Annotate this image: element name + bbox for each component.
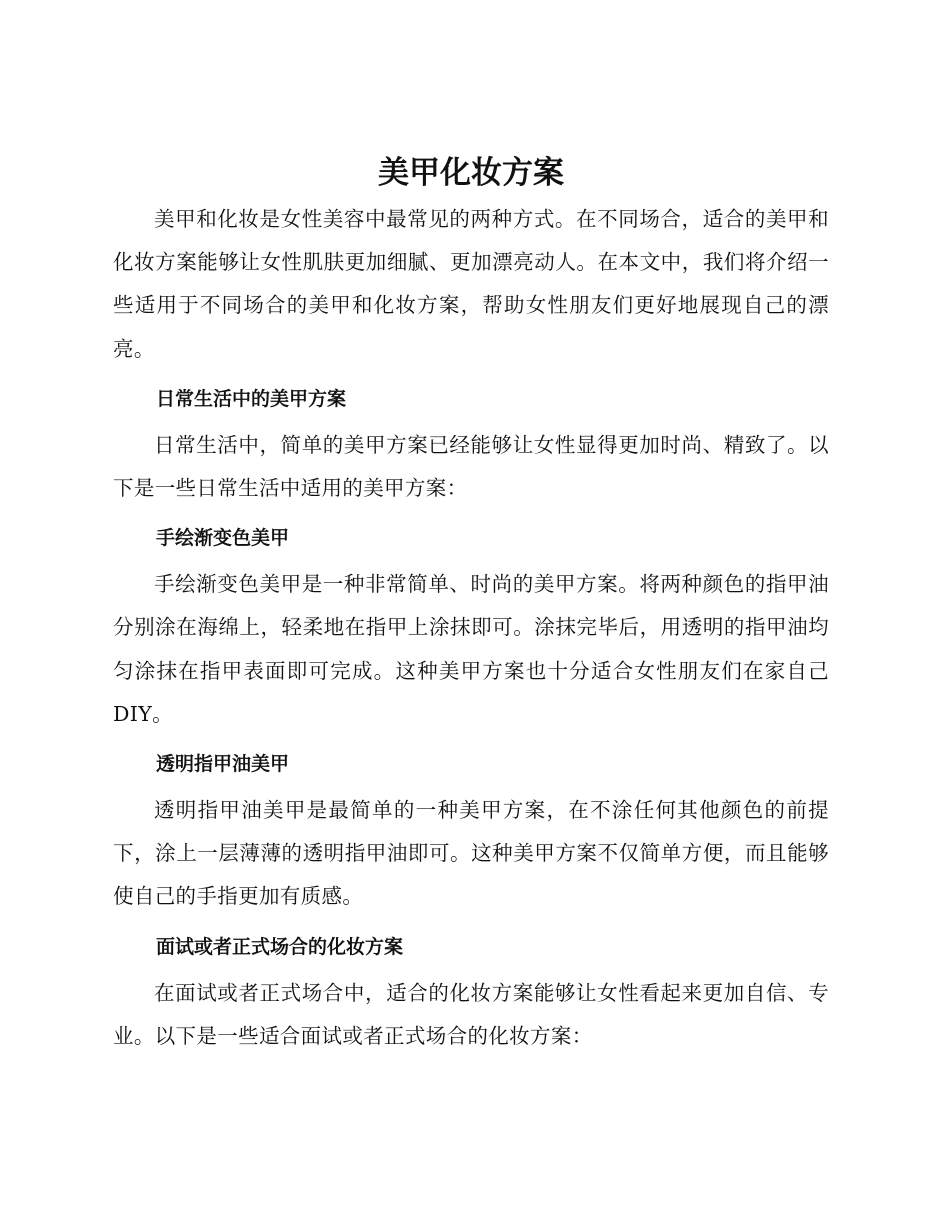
document-page: [113, 150, 829, 1058]
intro-paragraph: 美甲和化妆是女性美容中最常见的两种方式。在不同场合，适合的美甲和化妆方案能够让女性肌肤更加细腻、更加漂亮动人。在本文中，我们将介绍一些适用于不同场合的美甲和化妆方案，帮助女性朋友们更好地展现自己的漂亮。: [113, 207, 829, 361]
section-body-gradient-nails: 手绘渐变色美甲是一种非常简单、时尚的美甲方案。将两种颜色的指甲油分别涂在海绵上，轻柔地在指甲上涂抹即可。涂抹完毕后，用透明的指甲油均匀涂抹在指甲表面即可完成。这种美甲方案也十分适合女性朋友们在家自己 DIY。: [113, 572, 829, 726]
section-body-daily-nails: 日常生活中，简单的美甲方案已经能够让女性显得更加时尚、精致了。以下是一些日常生活中适用的美甲方案：: [113, 432, 829, 501]
section-heading-gradient-nails: 手绘渐变色美甲: [156, 527, 290, 550]
document-title: 美甲化妆方案: [378, 155, 564, 191]
section-heading-clear-polish: 透明指甲油美甲: [156, 753, 290, 776]
section-body-formal-makeup: 在面试或者正式场合中，适合的化妆方案能够让女性看起来更加自信、专业。以下是一些适合面试或者正式场合的化妆方案：: [113, 980, 829, 1048]
section-heading-daily-nails: 日常生活中的美甲方案: [156, 387, 347, 410]
section-heading-formal-makeup: 面试或者正式场合的化妆方案: [156, 935, 404, 958]
section-body-clear-polish: 透明指甲油美甲是最简单的一种美甲方案，在不涂任何其他颜色的前提下，涂上一层薄薄的透明指甲油即可。这种美甲方案不仅简单方便，而且能够使自己的手指更加有质感。: [113, 798, 829, 909]
